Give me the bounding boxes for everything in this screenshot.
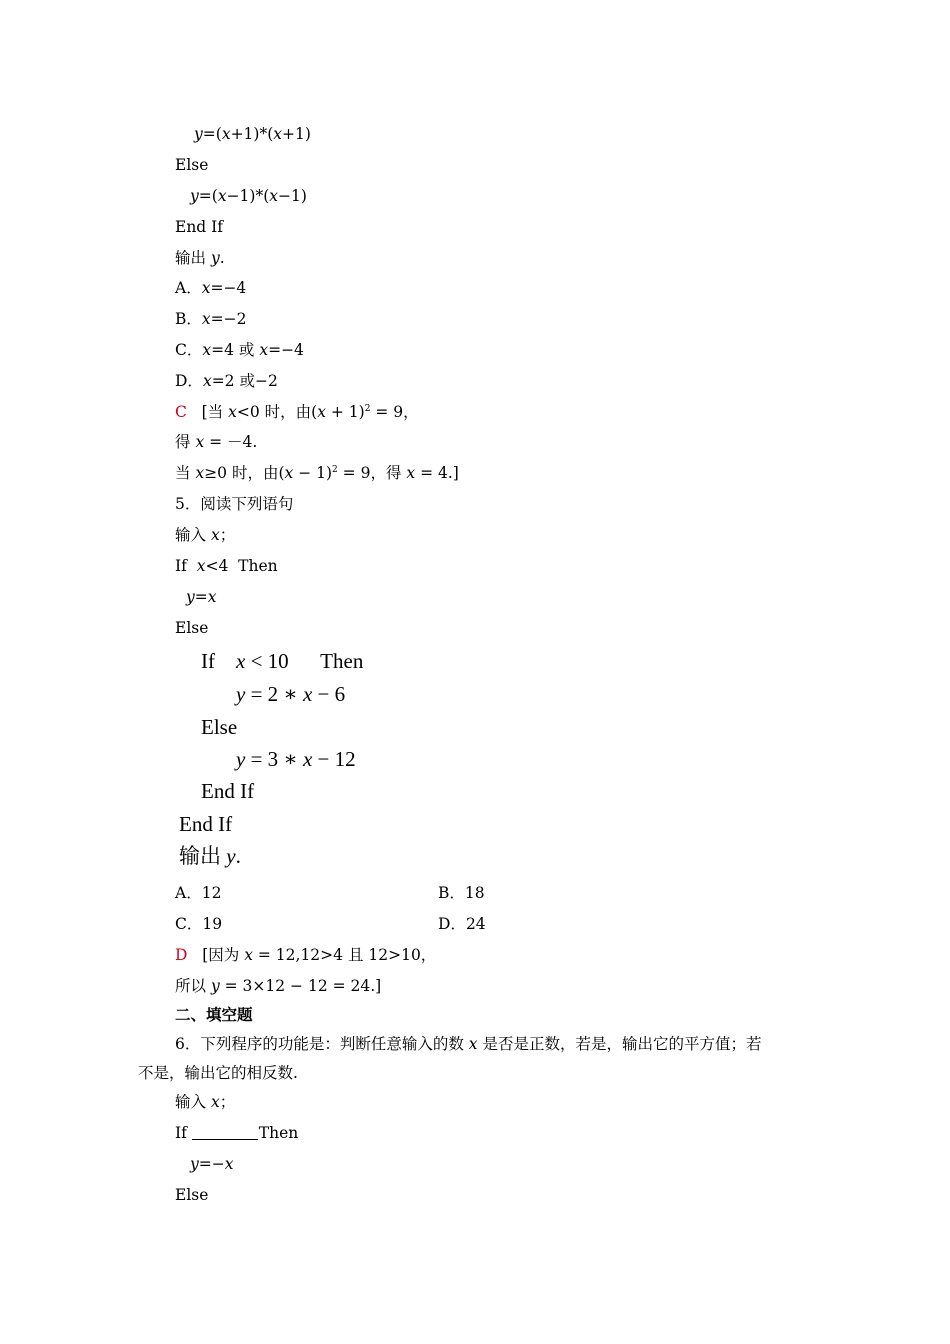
q5-nested-endif-outer: End If [179,812,233,836]
q5-y-eq-x: y=x [186,588,217,606]
q5-nested-else: Else [201,715,238,739]
q6-else: Else [175,1186,209,1204]
q5-else: Else [175,619,209,637]
q5-input-line: 输入 x； [175,526,236,544]
q5-option-c: C．19 [175,915,223,933]
q4-option-a: A．x=−4 [175,279,247,297]
q5-nested-endif-inner: End If [201,779,255,803]
q6-stem-line-1: 6．下列程序的功能是：判断任意输入的数 x 是否是正数，若是，输出它的平方值；若 [175,1035,762,1053]
q5-nested-if: If x < 10 Then [201,649,364,673]
q6-stem-line-2: 不是，输出它的相反数. [138,1064,298,1082]
q4-answer-letter: C [175,403,187,421]
q6-if-line: If Then [175,1124,299,1142]
q5-solution-line-1: D [因为 x = 12,12>4 且 12>10， [175,946,437,964]
q6-answer-blank[interactable] [192,1125,258,1140]
q5-option-a: A．12 [175,884,222,902]
q5-nested-y2: y = 3 ∗ x − 12 [236,747,356,771]
code-line-else: Else [175,156,209,174]
q5-nested-output: 输出 y. [179,844,241,868]
q5-solution-line-2: 所以 y = 3×12 − 12 = 24.] [175,977,382,995]
q5-if-line: If x<4 Then [175,557,278,575]
q4-solution-line-3: 当 x≥0 时，由$(x - 1)^2 = 9$，得 x = 4.] [175,464,459,482]
q5-nested-y1: y = 2 ∗ x − 6 [236,682,346,706]
code-line-endif: End If [175,218,224,236]
q4-option-c: C．x=4 或 x=−4 [175,341,304,359]
q5-stem: 5．阅读下列语句 [175,495,294,513]
code-line-y-minus: y=(x−1)*(x−1) [190,187,307,205]
code-line-output: 输出 y. [175,249,225,267]
section-title-fill-in: 二、填空题 [175,1005,253,1024]
q6-y-neg: y=−x [190,1155,234,1173]
q6-input-line: 输入 x； [175,1093,236,1111]
code-line-y-plus: y=(x+1)*(x+1) [194,125,311,143]
q4-solution-line-1: C [当 x<0 时，由$(x + 1)^2 = 9$， [175,403,419,421]
q5-option-b: B．18 [438,884,485,902]
q5-option-d: D．24 [438,915,486,933]
q5-answer-letter: D [175,946,188,964]
q4-solution-line-2: 得 x = －4. [175,433,258,451]
q4-option-b: B．x=−2 [175,310,247,328]
q4-option-d: D．x=2 或−2 [175,372,278,390]
